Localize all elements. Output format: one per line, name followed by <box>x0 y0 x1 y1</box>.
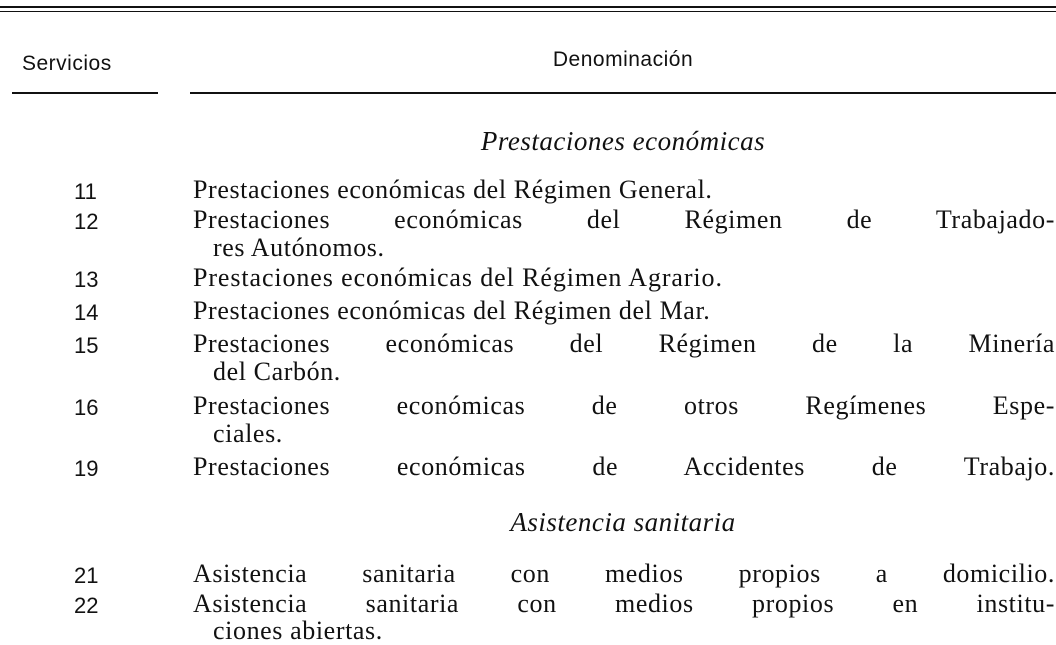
service-code: 11 <box>74 179 97 204</box>
service-code: 13 <box>74 267 99 292</box>
header-services: Servicios <box>22 52 112 75</box>
service-code: 22 <box>74 593 99 618</box>
section-title: Asistencia sanitaria <box>510 507 736 537</box>
service-description: Asistencia sanitaria con medios propios en institu- <box>193 589 1055 618</box>
service-code: 16 <box>74 395 99 420</box>
top-rule <box>0 6 1056 8</box>
service-description: Prestaciones económicas del Régimen de la Minería <box>193 329 1055 358</box>
service-code: 19 <box>74 456 99 481</box>
service-description: Prestaciones económicas del Régimen General. <box>193 175 713 204</box>
section-title: Prestaciones económicas <box>480 126 766 156</box>
top-rule-2 <box>0 11 1056 12</box>
service-description: Asistencia sanitaria con medios propios a domicilio. <box>193 559 1055 588</box>
service-description: Prestaciones económicas del Régimen del Mar. <box>193 296 711 325</box>
service-code: 21 <box>74 563 99 588</box>
service-description: Prestaciones económicas de Accidentes de Trabajo. <box>193 452 1055 481</box>
service-description-continuation: ciales. <box>213 419 283 448</box>
service-description: Prestaciones económicas del Régimen Agrario. <box>193 263 723 292</box>
service-description-continuation: ciones abiertas. <box>213 616 383 645</box>
service-code: 14 <box>74 300 99 325</box>
service-description-continuation: res Autónomos. <box>213 233 385 262</box>
service-description-continuation: del Carbón. <box>213 357 341 386</box>
service-description: Prestaciones económicas de otros Regímenes Espe- <box>193 391 1055 420</box>
header-rule-denomination <box>190 92 1056 94</box>
header-rule-services <box>12 92 158 94</box>
service-code: 15 <box>74 333 99 358</box>
service-code: 12 <box>74 209 99 234</box>
service-description: Prestaciones económicas del Régimen de Trabajado- <box>193 205 1055 234</box>
header-denomination: Denominación <box>552 48 694 71</box>
